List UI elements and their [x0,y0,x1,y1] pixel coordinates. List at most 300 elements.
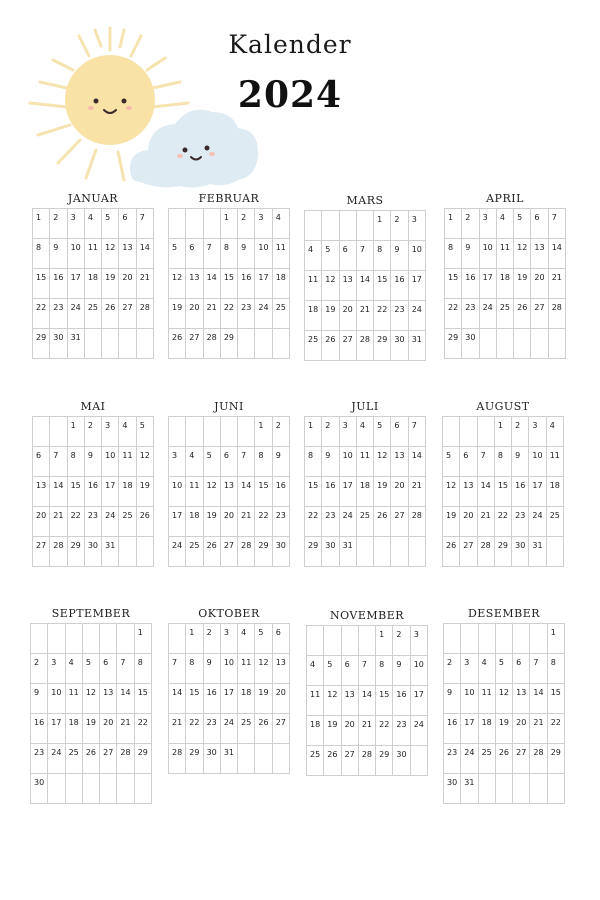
day-cell: 30 [204,744,221,774]
day-cell: 20 [186,299,203,329]
day-cell: 2 [322,417,339,447]
day-cell: 25 [273,299,290,329]
empty-cell [513,774,530,804]
day-cell: 7 [204,239,221,269]
day-cell: 18 [238,684,255,714]
empty-cell [548,774,565,804]
month-name: MARS [346,194,384,207]
day-cell: 21 [50,507,67,537]
day-cell: 4 [273,209,290,239]
day-cell: 30 [31,774,48,804]
day-cell: 25 [479,744,496,774]
day-cell: 6 [273,624,290,654]
day-cell: 3 [411,626,428,656]
day-cell: 20 [460,507,477,537]
day-cell: 14 [359,686,376,716]
day-cell: 8 [135,654,152,684]
day-cell: 7 [530,654,547,684]
day-cell: 5 [496,654,513,684]
day-cell: 17 [68,269,85,299]
month-grid [444,208,566,359]
day-cell: 25 [497,299,514,329]
day-cell: 11 [307,686,324,716]
day-cell: 26 [255,714,272,744]
day-cell: 16 [391,271,408,301]
week-row [169,477,290,507]
day-cell: 3 [169,447,186,477]
day-cell: 29 [374,331,391,361]
day-cell: 23 [391,301,408,331]
day-cell: 9 [393,656,410,686]
day-cell: 19 [83,714,100,744]
day-cell: 31 [409,331,426,361]
day-cell: 5 [83,654,100,684]
day-cell: 25 [238,714,255,744]
day-cell: 19 [322,301,339,331]
empty-cell [411,746,428,776]
day-cell: 19 [496,714,513,744]
day-cell: 29 [135,744,152,774]
empty-cell [119,537,136,567]
day-cell: 12 [255,654,272,684]
day-cell: 5 [374,417,391,447]
empty-cell [255,329,272,359]
day-cell: 6 [342,656,359,686]
day-cell: 10 [169,477,186,507]
week-row [305,211,426,241]
day-cell: 8 [376,656,393,686]
day-cell: 24 [68,299,85,329]
week-row [169,537,290,567]
year-title: 2024 [237,74,343,116]
day-cell: 12 [204,477,221,507]
day-cell: 13 [186,269,203,299]
day-cell: 10 [340,447,357,477]
empty-cell [66,624,83,654]
day-cell: 12 [514,239,531,269]
empty-cell [83,774,100,804]
day-cell: 19 [102,269,119,299]
day-cell: 21 [169,714,186,744]
day-cell: 30 [322,537,339,567]
day-cell: 27 [513,744,530,774]
day-cell: 28 [409,507,426,537]
day-cell: 9 [444,684,461,714]
empty-cell [85,329,102,359]
day-cell: 1 [548,624,565,654]
day-cell: 3 [461,654,478,684]
day-cell: 4 [305,241,322,271]
empty-cell [530,624,547,654]
week-row [305,331,426,361]
day-cell: 2 [85,417,102,447]
day-cell: 18 [307,716,324,746]
day-cell: 17 [48,714,65,744]
day-cell: 30 [50,329,67,359]
day-cell: 20 [340,301,357,331]
day-cell: 17 [461,714,478,744]
week-row [307,686,428,716]
day-cell: 6 [460,447,477,477]
day-cell: 5 [169,239,186,269]
day-cell: 10 [48,684,65,714]
month-grid [168,208,290,359]
day-cell: 16 [273,477,290,507]
day-cell: 15 [305,477,322,507]
day-cell: 14 [137,239,154,269]
week-row [33,209,154,239]
day-cell: 20 [100,714,117,744]
day-cell: 29 [68,537,85,567]
day-cell: 5 [324,656,341,686]
day-cell: 22 [221,299,238,329]
week-row [31,624,152,654]
day-cell: 8 [305,447,322,477]
day-cell: 22 [445,299,462,329]
month-name: AUGUST [476,400,530,413]
week-row [33,537,154,567]
day-cell: 1 [305,417,322,447]
day-cell: 26 [443,537,460,567]
week-row [305,417,426,447]
day-cell: 10 [255,239,272,269]
empty-cell [100,774,117,804]
day-cell: 21 [117,714,134,744]
empty-cell [273,744,290,774]
day-cell: 9 [322,447,339,477]
day-cell: 16 [444,714,461,744]
day-cell: 17 [529,477,546,507]
day-cell: 22 [374,301,391,331]
empty-cell [48,774,65,804]
day-cell: 24 [461,744,478,774]
day-cell: 15 [68,477,85,507]
day-cell: 14 [117,684,134,714]
day-cell: 18 [119,477,136,507]
day-cell: 18 [85,269,102,299]
day-cell: 15 [255,477,272,507]
day-cell: 11 [479,684,496,714]
month-grid [168,416,290,567]
day-cell: 22 [68,507,85,537]
day-cell: 28 [169,744,186,774]
day-cell: 8 [186,654,203,684]
week-row [305,241,426,271]
week-row [444,714,565,744]
empty-cell [461,624,478,654]
day-cell: 15 [374,271,391,301]
empty-cell [33,417,50,447]
day-cell: 3 [255,209,272,239]
week-row [33,329,154,359]
day-cell: 9 [204,654,221,684]
day-cell: 11 [273,239,290,269]
day-cell: 27 [186,329,203,359]
day-cell: 8 [68,447,85,477]
month-name: SEPTEMBER [51,607,131,620]
empty-cell [497,329,514,359]
empty-cell [255,744,272,774]
day-cell: 14 [530,684,547,714]
day-cell: 6 [186,239,203,269]
week-row [169,299,290,329]
month-desember [443,607,565,804]
empty-cell [342,626,359,656]
day-cell: 17 [411,686,428,716]
week-row [443,477,564,507]
day-cell: 2 [444,654,461,684]
day-cell: 27 [531,299,548,329]
day-cell: 6 [119,209,136,239]
week-row [307,656,428,686]
day-cell: 14 [478,477,495,507]
empty-cell [340,211,357,241]
day-cell: 16 [50,269,67,299]
day-cell: 7 [549,209,566,239]
day-cell: 23 [273,507,290,537]
day-cell: 22 [376,716,393,746]
week-row [307,716,428,746]
day-cell: 1 [376,626,393,656]
week-row [444,654,565,684]
day-cell: 3 [68,209,85,239]
day-cell: 16 [238,269,255,299]
day-cell: 22 [135,714,152,744]
empty-cell [238,329,255,359]
week-row [305,477,426,507]
day-cell: 6 [221,447,238,477]
day-cell: 17 [102,477,119,507]
day-cell: 26 [137,507,154,537]
day-cell: 21 [478,507,495,537]
month-mars [304,194,426,361]
day-cell: 1 [255,417,272,447]
day-cell: 27 [342,746,359,776]
day-cell: 22 [255,507,272,537]
week-row [31,714,152,744]
day-cell: 15 [33,269,50,299]
day-cell: 26 [322,331,339,361]
day-cell: 8 [255,447,272,477]
day-cell: 31 [221,744,238,774]
day-cell: 17 [340,477,357,507]
month-name: DESEMBER [467,607,541,620]
day-cell: 7 [117,654,134,684]
day-cell: 27 [221,537,238,567]
day-cell: 5 [514,209,531,239]
day-cell: 19 [374,477,391,507]
day-cell: 20 [342,716,359,746]
day-cell: 7 [50,447,67,477]
week-row [305,271,426,301]
day-cell: 2 [238,209,255,239]
empty-cell [357,537,374,567]
day-cell: 7 [169,654,186,684]
week-row [169,239,290,269]
day-cell: 5 [255,624,272,654]
day-cell: 18 [497,269,514,299]
day-cell: 11 [66,684,83,714]
day-cell: 21 [409,477,426,507]
week-row [169,329,290,359]
day-cell: 25 [305,331,322,361]
day-cell: 13 [513,684,530,714]
day-cell: 24 [102,507,119,537]
week-row [31,654,152,684]
day-cell: 1 [135,624,152,654]
day-cell: 12 [102,239,119,269]
day-cell: 20 [273,684,290,714]
month-grid [32,208,154,359]
empty-cell [48,624,65,654]
week-row [445,269,566,299]
day-cell: 6 [391,417,408,447]
day-cell: 8 [445,239,462,269]
day-cell: 30 [444,774,461,804]
day-cell: 2 [204,624,221,654]
day-cell: 27 [273,714,290,744]
month-grid [304,210,426,361]
day-cell: 8 [221,239,238,269]
day-cell: 9 [31,684,48,714]
day-cell: 20 [33,507,50,537]
empty-cell [169,417,186,447]
day-cell: 1 [33,209,50,239]
day-cell: 10 [409,241,426,271]
day-cell: 27 [100,744,117,774]
week-row [307,746,428,776]
day-cell: 11 [547,447,564,477]
day-cell: 13 [119,239,136,269]
month-september [30,607,152,804]
day-cell: 10 [529,447,546,477]
day-cell: 9 [512,447,529,477]
month-januar [32,192,154,359]
day-cell: 19 [204,507,221,537]
week-row [169,269,290,299]
empty-cell [186,417,203,447]
week-row [307,626,428,656]
week-row [305,537,426,567]
day-cell: 23 [322,507,339,537]
day-cell: 23 [50,299,67,329]
day-cell: 30 [391,331,408,361]
day-cell: 9 [85,447,102,477]
day-cell: 21 [137,269,154,299]
day-cell: 30 [85,537,102,567]
empty-cell [357,211,374,241]
day-cell: 4 [307,656,324,686]
empty-cell [305,211,322,241]
week-row [443,447,564,477]
day-cell: 27 [340,331,357,361]
week-row [169,714,290,744]
day-cell: 31 [529,537,546,567]
day-cell: 27 [33,537,50,567]
day-cell: 27 [391,507,408,537]
day-cell: 23 [204,714,221,744]
day-cell: 26 [514,299,531,329]
week-row [33,417,154,447]
empty-cell [374,537,391,567]
week-row [445,209,566,239]
day-cell: 13 [221,477,238,507]
week-row [31,684,152,714]
day-cell: 29 [186,744,203,774]
month-grid [32,416,154,567]
day-cell: 4 [85,209,102,239]
day-cell: 18 [547,477,564,507]
day-cell: 22 [33,299,50,329]
day-cell: 12 [374,447,391,477]
empty-cell [31,624,48,654]
empty-cell [514,329,531,359]
day-cell: 28 [204,329,221,359]
month-grid [443,623,565,804]
day-cell: 23 [238,299,255,329]
day-cell: 7 [409,417,426,447]
day-cell: 16 [85,477,102,507]
month-mai [32,400,154,567]
day-cell: 6 [100,654,117,684]
day-cell: 30 [462,329,479,359]
day-cell: 11 [238,654,255,684]
day-cell: 13 [531,239,548,269]
day-cell: 29 [255,537,272,567]
empty-cell [496,774,513,804]
day-cell: 14 [409,447,426,477]
empty-cell [531,329,548,359]
empty-cell [169,209,186,239]
day-cell: 11 [186,477,203,507]
day-cell: 24 [340,507,357,537]
day-cell: 12 [496,684,513,714]
day-cell: 30 [273,537,290,567]
empty-cell [169,624,186,654]
day-cell: 1 [495,417,512,447]
empty-cell [117,774,134,804]
empty-cell [530,774,547,804]
day-cell: 26 [324,746,341,776]
day-cell: 28 [50,537,67,567]
day-cell: 9 [462,239,479,269]
day-cell: 1 [186,624,203,654]
week-row [169,507,290,537]
day-cell: 2 [31,654,48,684]
day-cell: 21 [359,716,376,746]
week-row [169,654,290,684]
day-cell: 10 [461,684,478,714]
week-row [31,744,152,774]
month-grid [442,416,564,567]
day-cell: 14 [238,477,255,507]
day-cell: 13 [342,686,359,716]
day-cell: 19 [137,477,154,507]
day-cell: 7 [238,447,255,477]
day-cell: 24 [480,299,497,329]
empty-cell [391,537,408,567]
day-cell: 18 [357,477,374,507]
day-cell: 31 [68,329,85,359]
day-cell: 3 [480,209,497,239]
day-cell: 15 [135,684,152,714]
day-cell: 11 [85,239,102,269]
day-cell: 30 [512,537,529,567]
month-november [306,609,428,776]
day-cell: 25 [547,507,564,537]
day-cell: 23 [512,507,529,537]
week-row [445,329,566,359]
